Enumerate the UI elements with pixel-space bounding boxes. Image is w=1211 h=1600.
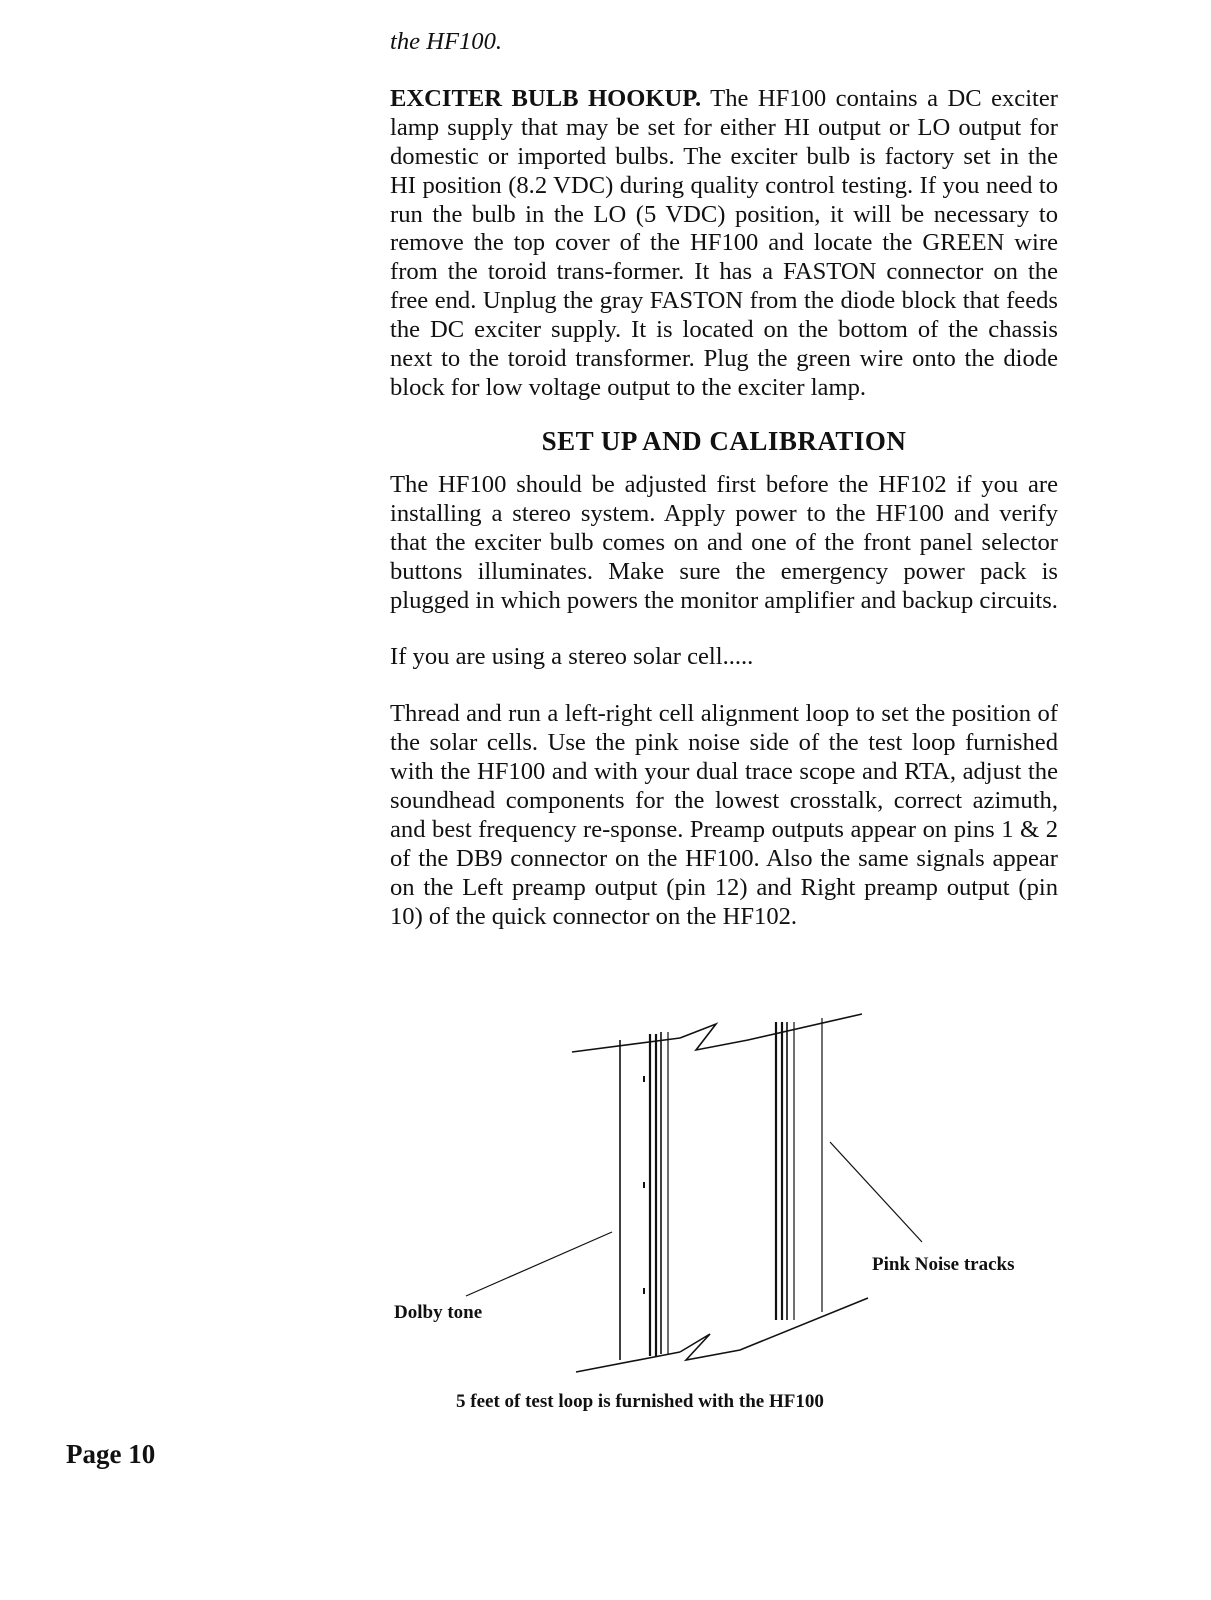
test-loop-diagram [380,1010,1080,1410]
alignment-paragraph: Thread and run a left-right cell alignment loop to set the position of the solar cells. Use the pink noise side of the test loop furnished with the HF100 and with your dual trace scope and RTA, adjust the soundhead components for the lowest crosstalk, correct azimuth, and best frequency re-sponse. Preamp outputs appear on pins 1 & 2 of the DB9 connector on the HF100. Also the same signals appear on the Left preamp output (pin 12) and Right preamp output (pin 10) of the quick connector on the HF102. [390,700,1058,930]
test-loop-figure [380,1010,1080,1410]
exciter-body: The HF100 contains a DC exciter lamp supply that may be set for either HI output or LO output for domestic or imported bulbs. The exciter bulb is factory set in the HI position (8.2 VDC) during quality control testing. If you need to run the bulb in the LO (5 VDC) position, it will be necessary to remove the top cover of the HF100 and locate the GREEN wire from the toroid trans-former. It has a FASTON connector on the free end. Unplug the gray FASTON from the diode block that feeds the DC exciter supply. It is located on the bottom of the chassis next to the toroid transformer. Plug the green wire onto the diode block for low voltage output to the exciter lamp. [390,84,1058,401]
text-column [390,28,1058,932]
setup-paragraph: The HF100 should be adjusted first before the HF102 if you are installing a stereo system. Apply power to the HF100 and verify that the exciter bulb comes on and one of the front panel selector buttons illuminates. Make sure the emergency power pack is plugged in which powers the monitor amplifier and backup circuits. [390,470,1058,614]
exciter-paragraph [390,85,1058,403]
section-heading: SET UP AND CALIBRATION [541,425,907,456]
running-head: the HF100. [390,28,503,55]
solar-cell-paragraph: If you are using a stereo solar cell..... [390,643,754,671]
exciter-lead-in: EXCITER BULB HOOKUP. [390,84,702,112]
dolby-tone-label: Dolby tone [394,1302,483,1323]
page-number: Page 10 [66,1439,156,1469]
figure-caption: 5 feet of test loop is furnished with the HF100 [456,1391,824,1412]
pink-noise-label: Pink Noise tracks [872,1254,1015,1275]
